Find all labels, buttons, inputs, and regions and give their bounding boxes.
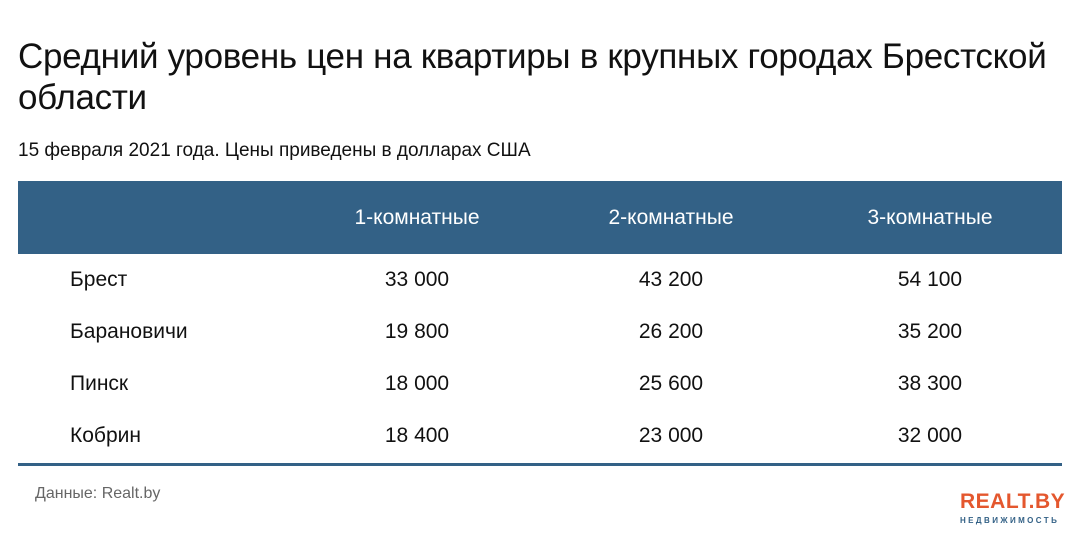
price-cell: 54 100 <box>897 268 963 291</box>
price-cell: 38 300 <box>897 372 963 395</box>
price-cell: 32 000 <box>897 424 963 447</box>
chart-subtitle: 15 февраля 2021 года. Цены приведены в долларах США <box>18 140 531 161</box>
price-cell: 18 000 <box>384 372 450 395</box>
city-cell: Брест <box>70 268 128 291</box>
price-cell: 26 200 <box>638 320 704 343</box>
table-header-row <box>18 181 1062 254</box>
city-cell: Барановичи <box>70 320 188 343</box>
table-row <box>18 254 1062 306</box>
price-cell: 19 800 <box>384 320 450 343</box>
price-cell: 43 200 <box>638 268 704 291</box>
table-row <box>18 306 1062 358</box>
table-row <box>18 358 1062 410</box>
header-cell-2-room: 2-комнатные <box>544 181 798 254</box>
table-row <box>18 410 1062 462</box>
price-table-container <box>18 181 1062 462</box>
price-cell: 25 600 <box>638 372 704 395</box>
realt-by-logo <box>960 491 1064 531</box>
chart-title: Средний уровень цен на квартиры в крупных городах Брестской области <box>18 37 1047 117</box>
logo-wordmark: REALT.BY <box>960 490 1066 513</box>
price-cell: 23 000 <box>638 424 704 447</box>
price-cell: 33 000 <box>384 268 450 291</box>
city-cell: Кобрин <box>70 424 141 447</box>
table-bottom-rule <box>18 463 1062 466</box>
data-source: Данные: Realt.by <box>35 485 161 502</box>
logo-tagline: НЕДВИЖИМОСТЬ <box>960 516 1060 525</box>
header-cell-1-room: 1-комнатные <box>290 181 544 254</box>
header-cell-3-room: 3-комнатные <box>798 181 1062 254</box>
header-cell-city <box>18 181 290 254</box>
price-cell: 18 400 <box>384 424 450 447</box>
price-table <box>18 181 1062 462</box>
price-cell: 35 200 <box>897 320 963 343</box>
city-cell: Пинск <box>70 372 129 395</box>
